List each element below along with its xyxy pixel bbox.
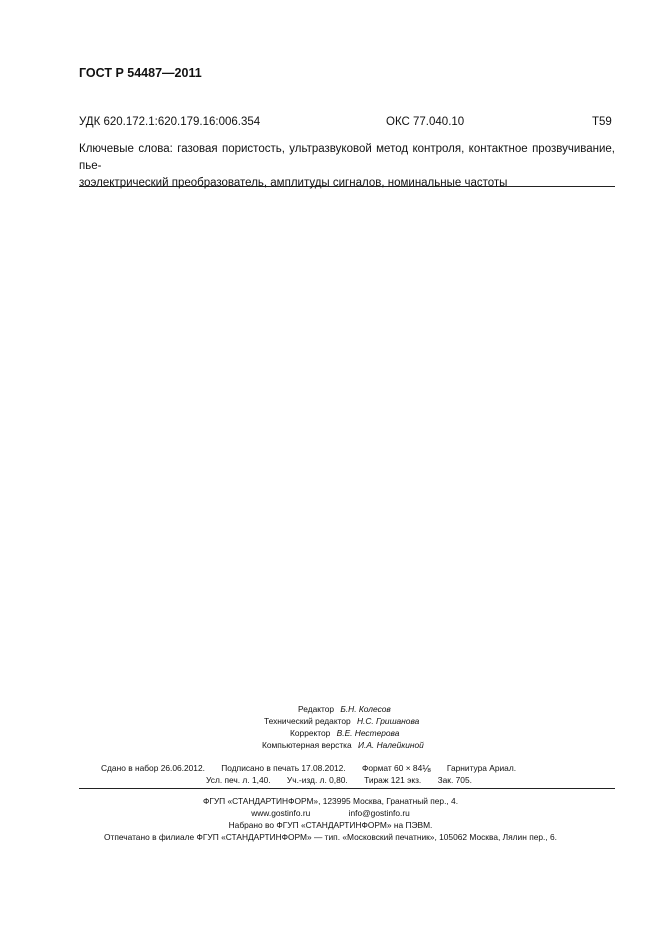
editor-name: Б.Н. Колесов <box>340 704 391 714</box>
print-run: Тираж 121 экз. <box>364 775 422 785</box>
typeface: Гарнитура Ариал. <box>446 763 517 773</box>
layout-label: Компьютерная верстка <box>262 740 352 750</box>
publisher-contacts <box>0 807 661 819</box>
corrector-label: Корректор <box>290 728 331 738</box>
oks-code: ОКС 77.040.10 <box>386 116 465 128</box>
tech-editor-name: Н.С. Гришанова <box>356 716 420 726</box>
keywords-paragraph <box>79 141 615 192</box>
layout-row <box>262 739 424 752</box>
order-number: Зак. 705. <box>437 775 472 785</box>
publisher-sheets: Уч.-изд. л. 0,80. <box>286 775 348 785</box>
publisher-website[interactable]: www.gostinfo.ru <box>251 808 311 818</box>
standard-number: ГОСТ Р 54487—2011 <box>79 66 202 80</box>
publisher-email[interactable]: info@gostinfo.ru <box>348 808 410 818</box>
keywords-line-2: зоэлектрический преобразователь, амплитуды сигналов, номинальные частоты <box>79 177 508 189</box>
editor-label: Редактор <box>298 704 335 714</box>
typeset-note: Набрано во ФГУП «СТАНДАРТИНФОРМ» на ПЭВМ. <box>228 820 433 830</box>
print-sheets: Усл. печ. л. 1,40. <box>206 775 271 785</box>
divider-top <box>79 186 615 187</box>
printed-note: Отпечатано в филиале ФГУП «СТАНДАРТИНФОРМ» — тип. «Московский печатник», 105062 Москва, Лялин пер., 6. <box>103 832 558 842</box>
classifier-code: Т59 <box>592 116 612 128</box>
format-fraction: ⅛ <box>422 764 431 775</box>
imprint-row-2 <box>206 774 472 786</box>
paper-format: Формат 60 × 84 <box>361 763 423 773</box>
submitted-date: Сдано в набор 26.06.2012. <box>101 763 205 773</box>
divider-bottom <box>79 788 615 789</box>
udk-code: УДК 620.172.1:620.179.16:006.354 <box>79 116 261 128</box>
tech-editor-label: Технический редактор <box>264 716 351 726</box>
corrector-name: В.Е. Нестерова <box>336 728 400 738</box>
keywords-line-1: Ключевые слова: газовая пористость, ультразвуковой метод контроля, контактное прозвучивание, пье- <box>79 143 615 172</box>
signed-date: Подписано в печать 17.08.2012. <box>221 763 346 773</box>
layout-name: И.А. Налейкиной <box>358 740 424 750</box>
publisher-address: ФГУП «СТАНДАРТИНФОРМ», 123995 Москва, Гранатный пер., 4. <box>202 796 459 806</box>
